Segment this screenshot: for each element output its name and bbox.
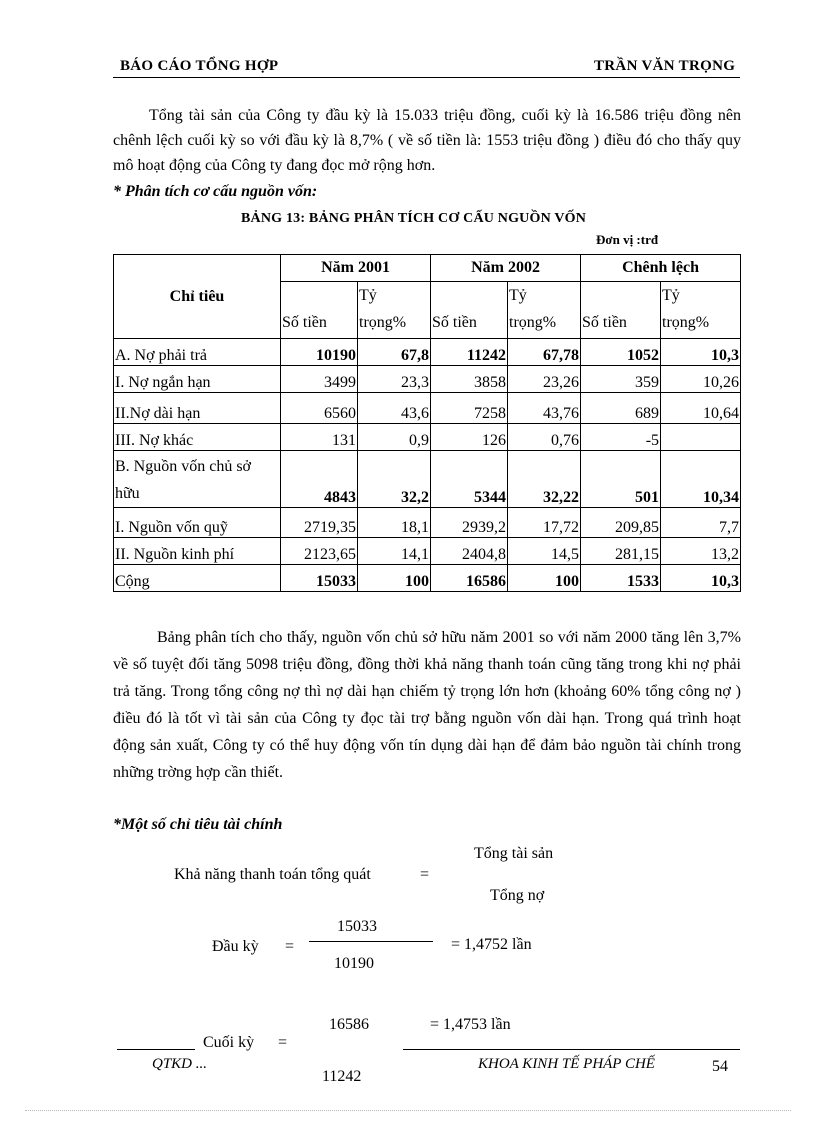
row-label: A. Nợ phải trả (114, 339, 281, 366)
row-label: III. Nợ khác (114, 424, 281, 451)
cell: 6560 (281, 393, 358, 424)
cell: 359 (581, 366, 661, 393)
table-unit: Đơn vị :trđ (596, 232, 659, 247)
cell: 100 (508, 565, 581, 592)
cell: 2123,65 (281, 538, 358, 565)
end-numerator: 16586 (329, 1016, 369, 1033)
cell: 16586 (431, 565, 508, 592)
begin-fraction-bar (309, 941, 433, 942)
header-right: TRẦN VĂN TRỌNG (594, 58, 736, 74)
row-label: II. Nguồn kinh phí (114, 538, 281, 565)
cell: 10,34 (661, 451, 741, 508)
cell: 10,3 (661, 565, 741, 592)
footer-rule-left (117, 1049, 195, 1050)
table-row (114, 339, 741, 366)
page-number: 54 (712, 1058, 728, 1075)
end-equals: = (278, 1034, 288, 1051)
row-label: I. Nợ ngắn hạn (114, 366, 281, 393)
cell: 126 (431, 424, 508, 451)
subheader-ratio: Tỷ trọng% (358, 282, 431, 339)
table-row (114, 508, 741, 538)
header-rule (113, 77, 740, 78)
footer-right: KHOA KINH TẾ PHÁP CHẾ (478, 1056, 655, 1072)
formula-denominator: Tổng nợ (490, 887, 545, 904)
cell: 1533 (581, 565, 661, 592)
cell: 14,5 (508, 538, 581, 565)
cell: 32,2 (358, 451, 431, 508)
subheader-ratio: Tỷ trọng% (661, 282, 741, 339)
cell: 0,76 (508, 424, 581, 451)
table-row (114, 424, 741, 451)
formula-equals: = (420, 866, 430, 883)
cell: 131 (281, 424, 358, 451)
header-left: BÁO CÁO TỔNG HỢP (120, 58, 279, 74)
cell: 67,78 (508, 339, 581, 366)
subheader-amount: Số tiền (581, 282, 661, 339)
cell: 4843 (281, 451, 358, 508)
cell: 14,1 (358, 538, 431, 565)
formula-numerator: Tổng tài sản (474, 845, 554, 862)
cell: 10,26 (661, 366, 741, 393)
begin-equals: = (285, 938, 295, 955)
cell: 17,72 (508, 508, 581, 538)
begin-label: Đầu kỳ (212, 938, 259, 955)
row-label: B. Nguồn vốn chủ sở hữu (114, 451, 281, 508)
table-title: BẢNG 13: BẢNG PHÂN TÍCH CƠ CẤU NGUỒN VỐN (241, 211, 587, 226)
cell: 43,76 (508, 393, 581, 424)
header-year-2001: Năm 2001 (281, 255, 431, 282)
header-indicator: Chỉ tiêu (114, 255, 281, 339)
begin-numerator: 15033 (337, 918, 377, 935)
cell: 281,15 (581, 538, 661, 565)
begin-result: = 1,4752 lần (451, 936, 532, 953)
cell: 3499 (281, 366, 358, 393)
subheader-amount: Số tiền (281, 282, 358, 339)
table-row (114, 451, 741, 508)
cell: 43,6 (358, 393, 431, 424)
row-label: I. Nguồn vốn quỹ (114, 508, 281, 538)
cell: 2404,8 (431, 538, 508, 565)
cell: 10,64 (661, 393, 741, 424)
paragraph-analysis (113, 624, 741, 786)
end-label: Cuối kỳ (203, 1034, 255, 1051)
cell: 5344 (431, 451, 508, 508)
cell: 7,7 (661, 508, 741, 538)
paragraph-total-assets (113, 103, 741, 178)
paragraph-2-text: Bảng phân tích cho thấy, nguồn vốn chủ sở hữu năm 2001 so với năm 2000 tăng lên 3,7% về số tuyệt đối tăng 5098 triệu đồng, đồng thời khả năng thanh toán cũng tăng trong khi nợ phải trả tăng. Trong tổng công nợ thì nợ dài hạn chiếm tỷ trọng lớn hơn (khoảng 60% tổng công nợ ) điều đó là tốt vì tài sản của Công ty đọc tài trợ bằng nguồn vốn dài hạn. Trong quá trình hoạt động sản xuất, Công ty có thể huy động vốn tín dụng dài hạn để đảm bảo nguồn tài chính trong những trờng hợp cần thiết. (113, 629, 741, 781)
begin-denominator: 10190 (334, 955, 374, 972)
paragraph-1-text: Tổng tài sản của Công ty đầu kỳ là 15.033 triệu đồng, cuối kỳ là 16.586 triệu đồng nên chênh lệch cuối kỳ so với đầu kỳ là 8,7% ( về số tiền là: 1553 triệu đồng ) điều đó cho thấy quy mô hoạt động của Công ty đang đọc mở rộng hơn. (113, 107, 741, 174)
header-difference: Chênh lệch (581, 255, 741, 282)
cell (661, 424, 741, 451)
end-denominator: 11242 (322, 1068, 362, 1085)
cell: 15033 (281, 565, 358, 592)
cell: 10190 (281, 339, 358, 366)
cell: 23,26 (508, 366, 581, 393)
cell: 3858 (431, 366, 508, 393)
footer-left: QTKD ... (152, 1056, 208, 1072)
subheader-amount: Số tiền (431, 282, 508, 339)
table-row (114, 393, 741, 424)
cell: 209,85 (581, 508, 661, 538)
table-row (114, 366, 741, 393)
subheader-ratio: Tỷ trọng% (508, 282, 581, 339)
cell: 501 (581, 451, 661, 508)
header-year-2002: Năm 2002 (431, 255, 581, 282)
row-label: II.Nợ dài hạn (114, 393, 281, 424)
row-label: Cộng (114, 565, 281, 592)
cell: 0,9 (358, 424, 431, 451)
cell: 32,22 (508, 451, 581, 508)
cell: -5 (581, 424, 661, 451)
footer-rule-right (403, 1049, 740, 1050)
table-row (114, 538, 741, 565)
table-row-total (114, 565, 741, 592)
cell: 100 (358, 565, 431, 592)
cell: 23,3 (358, 366, 431, 393)
cell: 18,1 (358, 508, 431, 538)
cell: 11242 (431, 339, 508, 366)
formula-name: Khả năng thanh toán tổng quát (174, 866, 371, 883)
cell: 2939,2 (431, 508, 508, 538)
cell: 7258 (431, 393, 508, 424)
capital-structure-table (113, 254, 741, 592)
cell: 10,3 (661, 339, 741, 366)
section-financial-indicators: *Một số chỉ tiêu tài chính (113, 816, 283, 833)
cell: 1052 (581, 339, 661, 366)
cell: 67,8 (358, 339, 431, 366)
end-result: = 1,4753 lần (430, 1016, 511, 1033)
cell: 2719,35 (281, 508, 358, 538)
page-bottom-edge (25, 1110, 791, 1111)
cell: 689 (581, 393, 661, 424)
cell: 13,2 (661, 538, 741, 565)
section-capital-structure: * Phân tích cơ cấu nguồn vốn: (113, 183, 318, 200)
